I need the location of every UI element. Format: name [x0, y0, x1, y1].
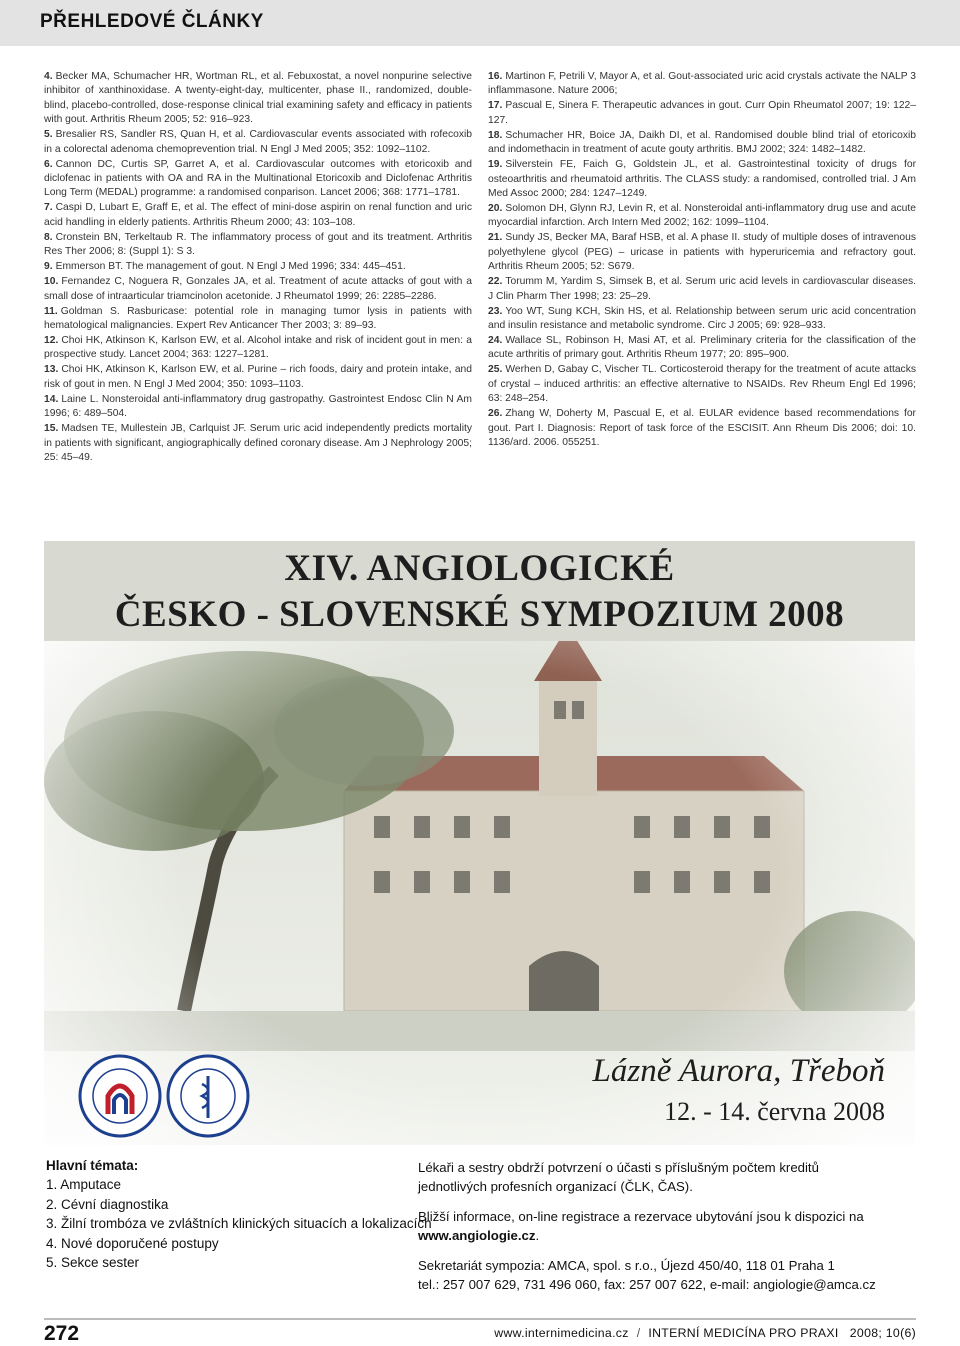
reference-item: [488, 231, 916, 274]
details-info-end: .: [535, 1228, 540, 1244]
reference-text: Becker MA, Schumacher HR, Wortman RL, et al. Febuxostat, a novel nonpurine selective inhibitor of xanthinoxidase. A twenty-eight-day, multicenter, phase II., randomized, double-blind, placebo-controlled, dose-response clinical trial examining safety and efficacy in patients with gout. Arthritis Rheum 2005; 52: 916–923.: [44, 71, 472, 126]
details-info-text: Bližší informace, on-line registrace a rezervace ubytování jsou k dispozici na: [418, 1208, 864, 1224]
reference-text: Cronstein BN, Terkeltaub R. The inflammatory process of gout and its treatment. Arthritis Res Ther 2006; 8: (Suppl 1): S 3.: [44, 231, 472, 258]
reference-number: 5.: [44, 129, 53, 141]
reference-text: Sundy JS, Becker MA, Baraf HSB, et al. A phase II. study of multiple doses of intravenous polyethylene glycol (PEG) – uricase in patients with hyperuricemia and refractory gout. Arthritis Rheum 2005; 52: S679.: [488, 232, 916, 273]
reference-text: Madsen TE, Mullestein JB, Carlquist JF. Serum uric acid independently predicts mortality in patients with significant, angiographically defined coronary disease. Am J Nephrology 2005; 25: 45–49.: [44, 423, 472, 464]
angiology-society-logo: [78, 1054, 162, 1138]
topic-item: 5. Sekce sester: [46, 1255, 140, 1271]
page-number: 272: [44, 1322, 80, 1345]
symposium-advertisement: [44, 541, 915, 1145]
reference-text: Goldman S. Rasburicase: potential role in managing tumor lysis in patients with hematological malignancies. Expert Rev Anticancer Ther 2003; 3: 89–93.: [44, 305, 472, 332]
reference-text: Pascual E, Sinera F. Therapeutic advances in gout. Curr Opin Rheumatol 2007; 19: 122–127.: [488, 100, 916, 126]
topics-heading: Hlavní témata:: [46, 1158, 139, 1173]
main-topics: [46, 1156, 432, 1272]
symposium-dates: 12. - 14. června 2008: [664, 1097, 885, 1126]
reference-number: 19.: [488, 159, 503, 171]
credits-info-line1: Lékaři a sestry obdrží potvrzení o účasti s příslušným počtem kreditů: [418, 1160, 819, 1175]
secretariat-contacts: tel.: 257 007 629, 731 496 060, fax: 257 007 622, e-mail: angiologie@amca.cz: [418, 1277, 876, 1293]
reference-text: Emmerson BT. The management of gout. N Engl J Med 1996; 334: 445–451.: [55, 261, 406, 273]
reference-number: 13.: [44, 364, 59, 376]
reference-number: 7.: [44, 202, 53, 214]
section-header-band: [0, 0, 960, 46]
reference-item: [44, 305, 472, 334]
reference-item: [488, 407, 916, 450]
reference-item: [488, 158, 916, 201]
symposium-title-line1: XIV. ANGIOLOGICKÉ: [284, 548, 675, 589]
reference-item: [488, 99, 916, 128]
footer-separator: /: [636, 1326, 641, 1340]
reference-number: 17.: [488, 100, 503, 112]
topic-item: 4. Nové doporučené postupy: [46, 1235, 219, 1251]
reference-number: 4.: [44, 71, 53, 82]
reference-item: [488, 334, 916, 363]
reference-number: 18.: [488, 129, 503, 141]
reference-text: Laine L. Nonsteroidal anti-inflammatory drug gastropathy. Gastrointest Endosc Clin N Am 1996; 6: 489–504.: [44, 393, 472, 420]
reference-number: 20.: [488, 203, 503, 215]
reference-text: Werhen D, Gabay C, Vischer TL. Corticosteroid therapy for the treatment of acute attacks of crystal – induced arthritis: an effective alternative to NSAIDs. Rev Rheum Engl Ed 1996; 63: 248–254.: [488, 364, 916, 405]
reference-item: [488, 129, 916, 158]
medical-society-logo: [166, 1054, 250, 1138]
topic-item: 1. Amputace: [46, 1177, 122, 1193]
reference-item: [44, 201, 472, 230]
reference-number: 12.: [44, 335, 59, 347]
reference-text: Solomon DH, Glynn RJ, Levin R, et al. Nonsteroidal anti-inflammatory drug use and acute myocardial infarction. Arch Intern Med 2002; 162: 1099–1104.: [488, 203, 916, 229]
reference-item: [488, 305, 916, 334]
reference-number: 10.: [44, 276, 59, 288]
journal-name: INTERNÍ MEDICÍNA PRO PRAXI: [648, 1326, 839, 1340]
reference-number: 14.: [44, 393, 59, 405]
reference-item: [488, 202, 916, 231]
reference-number: 6.: [44, 158, 53, 170]
reference-text: Zhang W, Doherty M, Pascual E, et al. EULAR evidence based recommendations for gout. Part I. Diagnosis: Report of task force of the ESCISIT. Ann Rheum Dis 2006; doi: 10. 1136/ard. 2006. 055251.: [488, 408, 916, 449]
reference-number: 15.: [44, 423, 59, 435]
topic-item: 2. Cévní diagnostika: [46, 1196, 169, 1212]
references-left-column: [44, 70, 472, 466]
reference-text: Torumm M, Yardim S, Simsek B, et al. Serum uric acid levels in cardiovascular diseases. J Clin Pharm Ther 1998; 23: 25–29.: [488, 276, 916, 302]
journal-footer: [494, 1326, 916, 1340]
reference-item: [44, 231, 472, 260]
secretariat-address: Sekretariát sympozia: AMCA, spol. s r.o., Újezd 450/40, 118 01 Praha 1: [418, 1257, 835, 1273]
reference-text: Cannon DC, Curtis SP, Garret A, et al. Cardiovascular outcomes with etoricoxib and diclofenac in patients with OA and RA in the Multinational Etoricoxib and Diclofenac Arthritis Long Term (MEDAL) programme: a randomised conparison. Lancet 2006; 368: 1771–1781.: [44, 158, 472, 199]
symposium-title-line2: ČESKO - SLOVENSKÉ SYMPOZIUM 2008: [114, 594, 845, 635]
details-info: [418, 1207, 928, 1246]
reference-item: [44, 393, 472, 422]
topic-item: 3. Žilní trombóza ve zvláštních klinických situacích a lokalizacích: [46, 1216, 432, 1232]
reference-text: Fernandez C, Noguera R, Gonzales JA, et al. Treatment of acute attacks of gout with a small dose of intraarticular triamcinolon acetonide. J Rheumatol 1999; 26: 2285–2286.: [44, 276, 472, 302]
reference-text: Wallace SL, Robinson H, Masi AT, et al. Preliminary criteria for the classification of the acute arthritis of primary gout. Arthritis Rheum 1977; 20: 895–900.: [488, 335, 916, 361]
reference-text: Schumacher HR, Boice JA, Daikh DI, et al. Randomised double blind trial of etoricoxib and indomethacin in treatment of acute gouty arthritis. BMJ 2002; 324: 1482–1482.: [488, 129, 916, 156]
reference-text: Choi HK, Atkinson K, Karlson EW, et al. Purine – rich foods, dairy and protein intake, and risk of gout in men. N Engl J Med 2004; 350: 1093–1103.: [44, 364, 472, 390]
footer-divider: [44, 1318, 916, 1320]
section-title: PŘEHLEDOVÉ ČLÁNKY: [40, 11, 264, 32]
journal-issue: 2008; 10(6): [849, 1326, 916, 1340]
reference-number: 16.: [488, 71, 503, 82]
reference-item: [44, 275, 472, 304]
reference-text: Silverstein FE, Faich G, Goldstein JL, et al. Gastrointestinal toxicity of drugs for osteoarthritis and rheumatoid arthritis. The CLASS study: a randomised, controlled trial. J Am Med Assoc 2000; 284: 1247–1249.: [488, 159, 916, 200]
reference-text: Martinon F, Petrili V, Mayor A, et al. Gout-associated uric acid crystals activate the NALP 3 inflammasone. Nature 2006;: [488, 71, 916, 97]
reference-number: 22.: [488, 276, 503, 288]
reference-number: 23.: [488, 305, 503, 317]
reference-item: [488, 70, 916, 99]
reference-item: [488, 363, 916, 406]
reference-item: [44, 70, 472, 128]
website-link[interactable]: www.internimedicina.cz: [494, 1326, 629, 1340]
reference-item: [44, 128, 472, 157]
reference-number: 24.: [488, 335, 503, 347]
registration-info: [418, 1158, 928, 1294]
reference-text: Yoo WT, Sung KCH, Skin HS, et al. Relationship between serum uric acid concentration and insulin resistance and metabolic syndrome. Circ J 2005; 69: 928–933.: [488, 305, 916, 332]
reference-item: [44, 363, 472, 392]
references-right-column: [488, 70, 916, 451]
reference-text: Choi HK, Atkinson K, Karlson EW, et al. Alcohol intake and risk of incident gout in men: a prospective study. Lancet 2004; 363: 1227–1281.: [44, 335, 472, 361]
reference-number: 26.: [488, 408, 503, 420]
reference-item: [44, 158, 472, 201]
reference-item: [44, 260, 472, 274]
reference-text: Bresalier RS, Sandler RS, Quan H, et al. Cardiovascular events associated with rofecoxib in a colorectal adenoma chemoprevention trial. N Engl J Med 2005; 352: 1092–1102.: [44, 129, 472, 155]
reference-number: 8.: [44, 231, 53, 243]
reference-number: 21.: [488, 232, 503, 244]
reference-number: 11.: [44, 305, 58, 317]
reference-item: [488, 275, 916, 304]
credits-info-line2: jednotlivých profesních organizací (ČLK, ČAS).: [418, 1179, 693, 1195]
reference-item: [44, 334, 472, 363]
angiologie-link[interactable]: www.angiologie.cz: [418, 1228, 536, 1244]
reference-number: 25.: [488, 364, 503, 376]
reference-number: 9.: [44, 261, 53, 273]
symposium-location: Lázně Aurora, Třeboň: [592, 1053, 885, 1089]
reference-text: Caspi D, Lubart E, Graff E, et al. The effect of mini-dose aspirin on renal function and uric acid handling in elderly patients. Arthritis Rheum 2000; 43: 103–108.: [44, 202, 472, 228]
reference-item: [44, 422, 472, 465]
